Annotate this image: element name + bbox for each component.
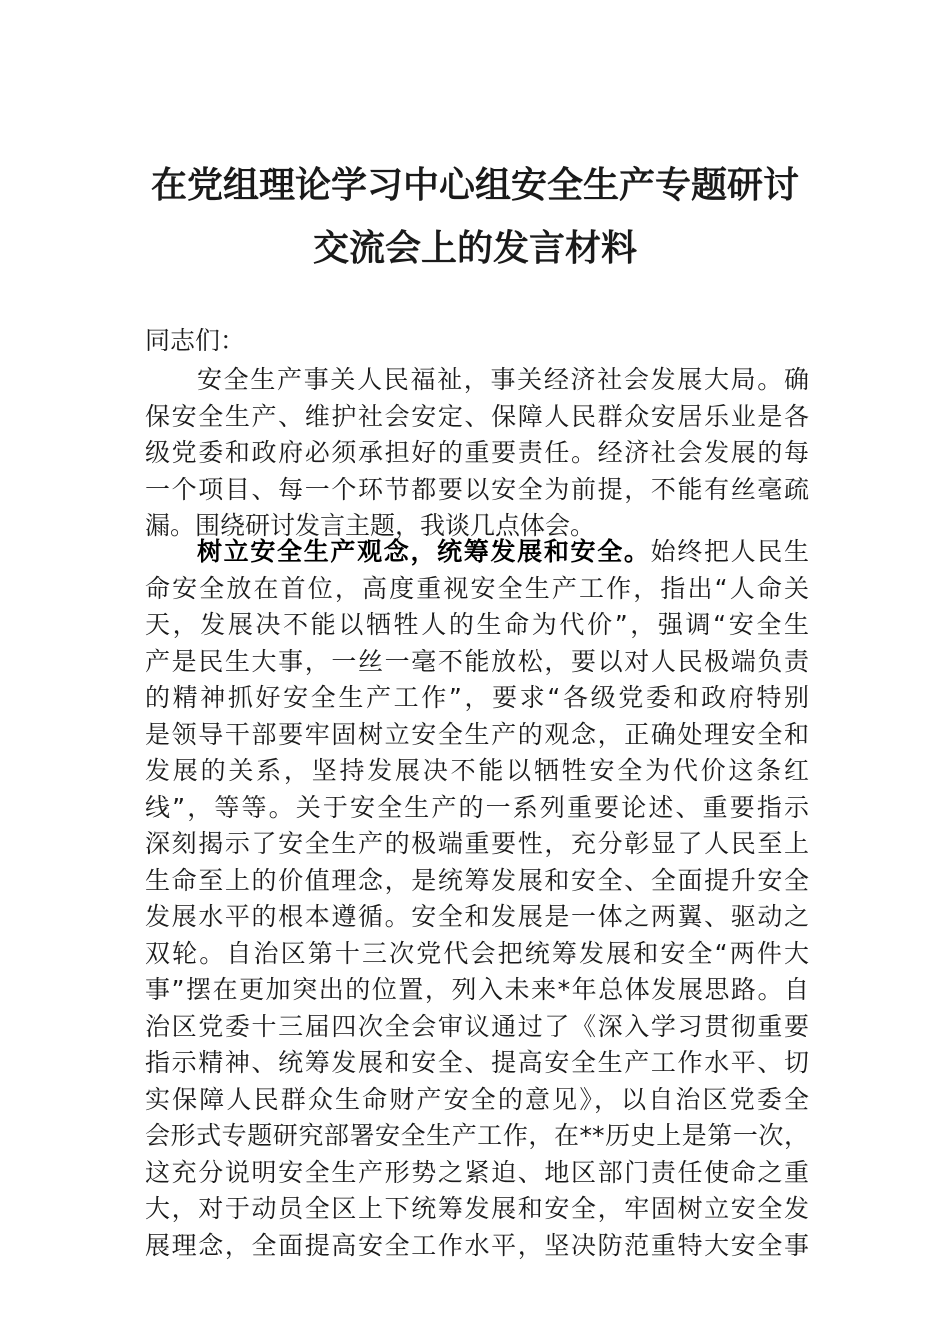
paragraph-heading: 树立安全生产观念，统筹发展和安全。 bbox=[197, 537, 651, 566]
paragraph-line: 安全生产事关人民福祉，事关经济社会发展大局。确 bbox=[197, 365, 809, 394]
paragraph-line: 这充分说明安全生产形势之紧迫、地区部门责任使命之重 bbox=[145, 1157, 809, 1187]
paragraph-line: 的精神抓好安全生产工作”，要求“各级党委和政府特别 bbox=[145, 683, 809, 712]
salutation: 同志们： bbox=[145, 326, 246, 355]
paragraph-line: 级党委和政府必须承担好的重要责任。经济社会发展的每 bbox=[145, 438, 809, 467]
paragraph-line: 发展的关系，坚持发展决不能以牺牲安全为代价这条红 bbox=[145, 756, 809, 785]
paragraph-line: 深刻揭示了安全生产的极端重要性，充分彰显了人民至上 bbox=[145, 829, 809, 858]
paragraph-line: 双轮。自治区第十三次党代会把统筹发展和安全“两件大 bbox=[145, 938, 809, 968]
paragraph-line-rest: 始终把人民生 bbox=[650, 537, 809, 566]
paragraph-line: 生命至上的价值理念，是统筹发展和安全、全面提升安全 bbox=[145, 865, 809, 895]
paragraph-line: 保安全生产、维护社会安定、保障人民群众安居乐业是各 bbox=[145, 401, 809, 431]
paragraph-line: 展理念，全面提高安全工作水平，坚决防范重特大安全事 bbox=[145, 1230, 809, 1260]
paragraph-line: 事”摆在更加突出的位置，列入未来*年总体发展思路。自 bbox=[145, 975, 809, 1004]
paragraph-line: 会形式专题研究部署安全生产工作，在**历史上是第一次， bbox=[145, 1121, 809, 1150]
paragraph-intro bbox=[145, 362, 809, 545]
paragraph-line: 大，对于动员全区上下统筹发展和安全，牢固树立安全发 bbox=[145, 1194, 809, 1223]
paragraph-safety-concept bbox=[145, 534, 809, 1264]
paragraph-line: 发展水平的根本遵循。安全和发展是一体之两翼、驱动之 bbox=[145, 902, 809, 931]
paragraph-line: 是领导干部要牢固树立安全生产的观念，正确处理安全和 bbox=[145, 719, 809, 749]
document-title-line-1: 在党组理论学习中心组安全生产专题研讨 bbox=[150, 164, 799, 206]
paragraph-line: 一个项目、每一个环节都要以安全为前提，不能有丝毫疏 bbox=[145, 474, 809, 504]
paragraph-line: 漏。围绕研讨发言主题，我谈几点体会。 bbox=[145, 511, 596, 540]
paragraph-line: 指示精神、统筹发展和安全、提高安全生产工作水平、切 bbox=[145, 1048, 809, 1077]
paragraph-line: 实保障人民群众生命财产安全的意见》，以自治区党委全 bbox=[145, 1084, 809, 1114]
paragraph-line: 线”，等等。关于安全生产的一系列重要论述、重要指示 bbox=[145, 792, 809, 822]
paragraph-first-line bbox=[145, 534, 809, 571]
paragraph-line: 产是民生大事，一丝一毫不能放松，要以对人民极端负责 bbox=[145, 646, 809, 676]
paragraph-line: 天，发展决不能以牺牲人的生命为代价”，强调“安全生 bbox=[145, 610, 809, 639]
paragraph-line: 治区党委十三届四次全会审议通过了《深入学习贯彻重要 bbox=[145, 1011, 809, 1041]
paragraph-line: 命安全放在首位，高度重视安全生产工作，指出“人命关 bbox=[145, 573, 809, 603]
document-title-line-2: 交流会上的发言材料 bbox=[312, 227, 637, 269]
